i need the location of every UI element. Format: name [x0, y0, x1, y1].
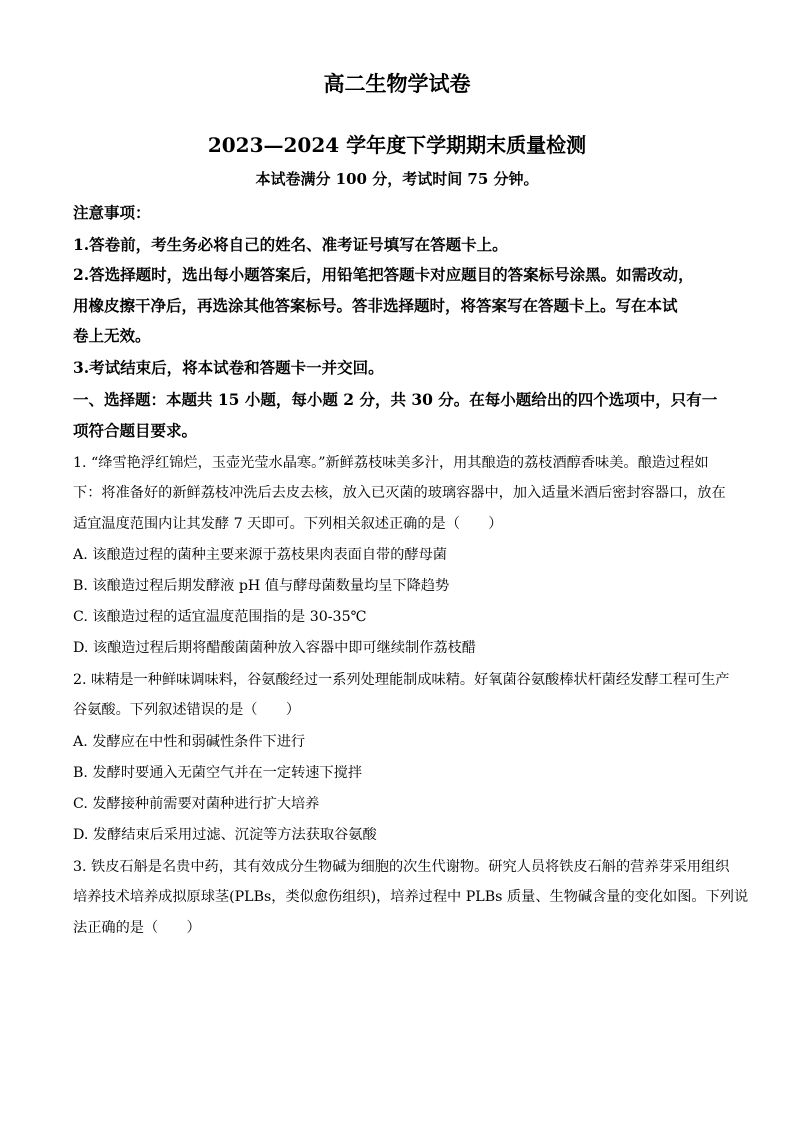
q3-stem-line-1: 3. 铁皮石斛是名贵中药，其有效成分生物碱为细胞的次生代谢物。研究人员将铁皮石斛的营养芽采用组织 [73, 859, 730, 875]
q3-stem-line-2: 培养技术培养成拟原球茎(PLBs，类似愈伤组织)，培养过程中 PLBs 质量、生物碱含量的变化如图。下列说 [73, 889, 749, 905]
notice-item-2-line-2: 用橡皮擦干净后，再选涂其他答案标号。答非选择题时，将答案写在答题卡上。写在本试 [73, 296, 678, 315]
q2-option-b: B. 发酵时要通入无菌空气并在一定转速下搅拌 [73, 765, 363, 781]
exam-title: 高二生物学试卷 [323, 71, 471, 96]
q3-stem-line-3: 法正确的是（ ） [73, 920, 201, 936]
q1-stem-line-3: 适宜温度范围内让其发酵 7 天即可。下列相关叙述正确的是（ ） [73, 516, 503, 532]
q1-option-d: D. 该酿造过程后期将醋酸菌菌种放入容器中即可继续制作荔枝醋 [73, 640, 476, 656]
notice-item-3: 3.考试结束后，将本试卷和答题卡一并交回。 [73, 358, 384, 377]
q1-stem-line-1: 1. “绛雪艳浮红锦烂，玉壶光莹水晶寒。”新鲜荔枝味美多汁，用其酿造的荔枝酒醇香味美。酿造过程如 [73, 455, 709, 471]
section-1-heading-line-2: 项符合题目要求。 [73, 421, 198, 440]
notice-item-1: 1.答卷前，考生务必将自己的姓名、准考证号填写在答题卡上。 [73, 235, 508, 254]
q1-stem-line-2: 下：将准备好的新鲜荔枝冲洗后去皮去核，放入已灭菌的玻璃容器中，加入适量米酒后密封容器口，放在 [73, 485, 726, 501]
q2-stem-line-2: 谷氨酸。下列叙述错误的是（ ） [73, 702, 301, 718]
q1-option-c: C. 该酿造过程的适宜温度范围指的是 30-35℃ [73, 609, 367, 625]
section-1-heading-line-1: 一、选择题：本题共 15 小题，每小题 2 分，共 30 分。在每小题给出的四个选项中，只有一 [73, 390, 718, 409]
q2-option-a: A. 发酵应在中性和弱碱性条件下进行 [73, 734, 306, 750]
q1-option-b: B. 该酿造过程后期发酵液 pH 值与酵母菌数量均呈下降趋势 [73, 578, 450, 594]
q2-option-d: D. 发酵结束后采用过滤、沉淀等方法获取谷氨酸 [73, 827, 377, 843]
exam-subtitle: 2023—2024 学年度下学期期末质量检测 [207, 133, 587, 157]
exam-info: 本试卷满分 100 分，考试时间 75 分钟。 [255, 170, 539, 188]
q2-stem-line-1: 2. 味精是一种鲜味调味料，谷氨酸经过一系列处理能制成味精。好氧菌谷氨酸棒状杆菌经发酵工程可生产 [73, 672, 730, 688]
notice-item-2-line-3: 卷上无效。 [73, 326, 151, 345]
q2-option-c: C. 发酵接种前需要对菌种进行扩大培养 [73, 796, 320, 812]
notice-item-2-line-1: 2.答选择题时，选出每小题答案后，用铅笔把答题卡对应题目的答案标号涂黑。如需改动， [73, 265, 694, 284]
notice-heading: 注意事项： [73, 203, 151, 222]
q1-option-a: A. 该酿造过程的菌种主要来源于荔枝果肉表面自带的酵母菌 [73, 547, 447, 563]
